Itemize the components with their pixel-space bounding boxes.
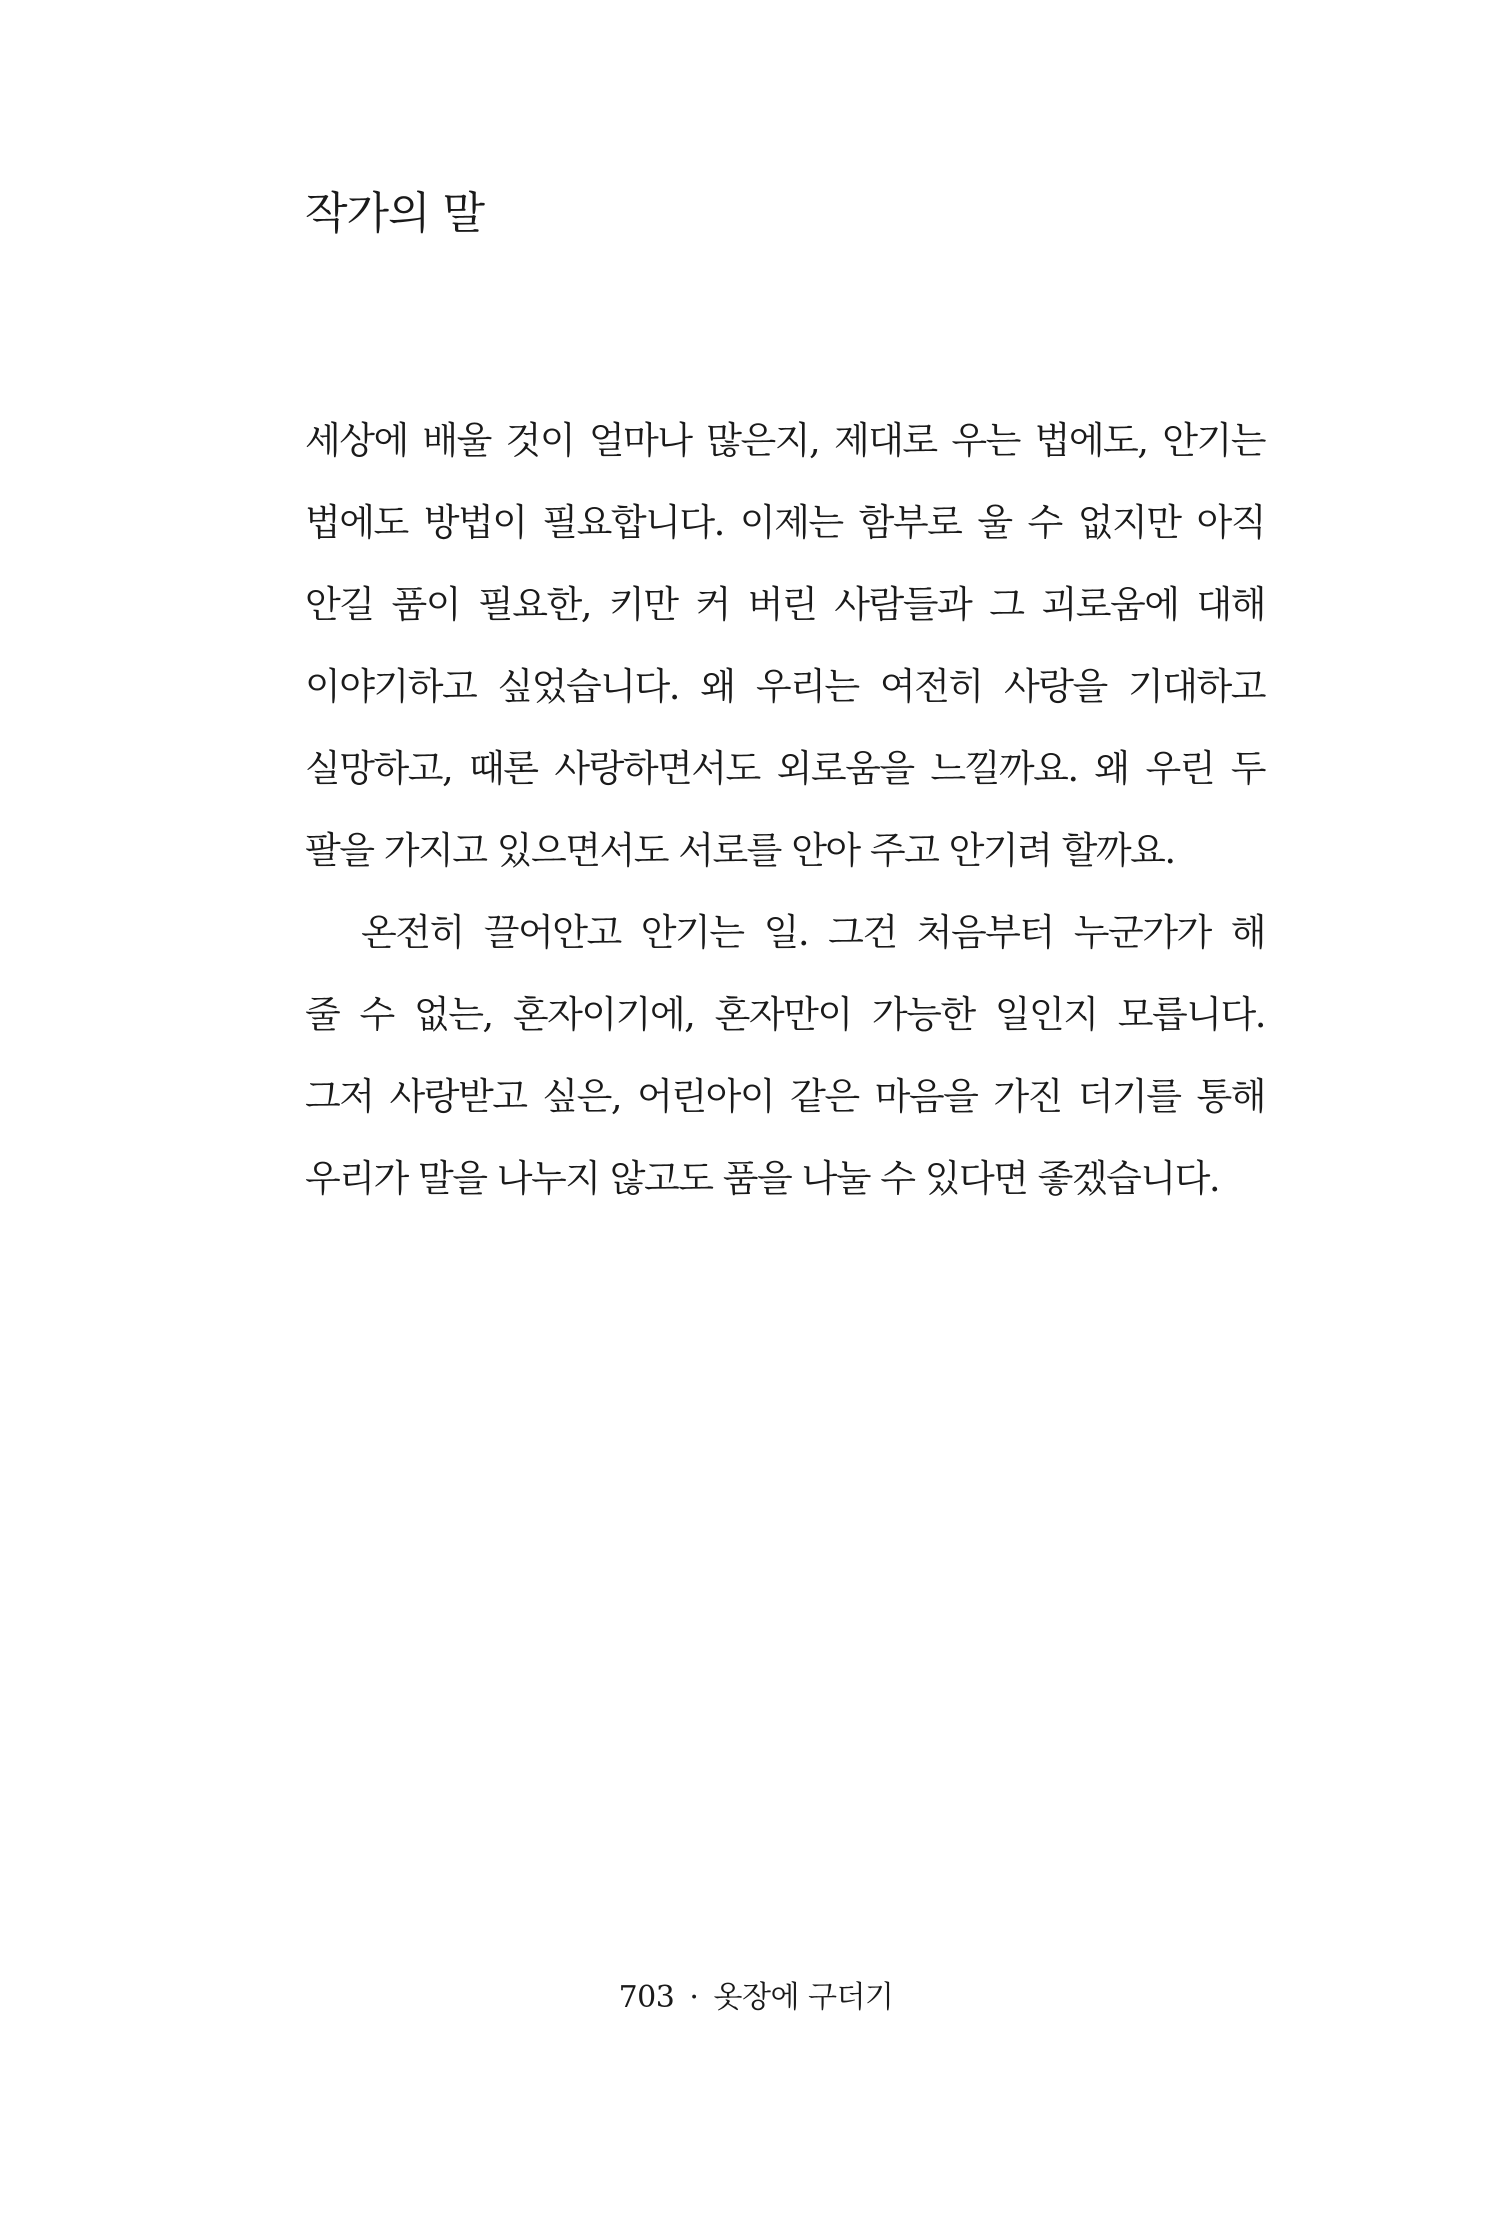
text-line: 안길 품이 필요한, 키만 커 버린 사람들과 그 괴로움에 대해 xyxy=(305,583,1265,626)
footer-book-title: 옷장에 구더기 xyxy=(713,1980,894,2015)
author-note-body xyxy=(305,400,1265,1220)
text-line: 우리가 말을 나누지 않고도 품을 나눌 수 있다면 좋겠습니다. xyxy=(305,1157,1220,1200)
footer-separator: · xyxy=(689,1980,699,2015)
page-footer xyxy=(0,1978,1512,2018)
text-line: 세상에 배울 것이 얼마나 많은지, 제대로 우는 법에도, 안기는 xyxy=(305,419,1265,462)
paragraph-1 xyxy=(305,400,1265,892)
paragraph-2 xyxy=(305,892,1265,1220)
text-line: 그저 사랑받고 싶은, 어린아이 같은 마음을 가진 더기를 통해 xyxy=(305,1075,1265,1118)
text-line: 팔을 가지고 있으면서도 서로를 안아 주고 안기려 할까요. xyxy=(305,829,1175,872)
text-line: 줄 수 없는, 혼자이기에, 혼자만이 가능한 일인지 모릅니다. xyxy=(305,993,1265,1036)
page-title: 작가의 말 xyxy=(305,188,485,239)
text-line: 이야기하고 싶었습니다. 왜 우리는 여전히 사랑을 기대하고 xyxy=(305,665,1265,708)
page-number: 703 xyxy=(618,1980,675,2015)
text-line: 법에도 방법이 필요합니다. 이제는 함부로 울 수 없지만 아직 xyxy=(305,501,1265,544)
text-line: 실망하고, 때론 사랑하면서도 외로움을 느낄까요. 왜 우린 두 xyxy=(305,747,1265,790)
text-line: 온전히 끌어안고 안기는 일. 그건 처음부터 누군가가 해 xyxy=(361,911,1265,954)
